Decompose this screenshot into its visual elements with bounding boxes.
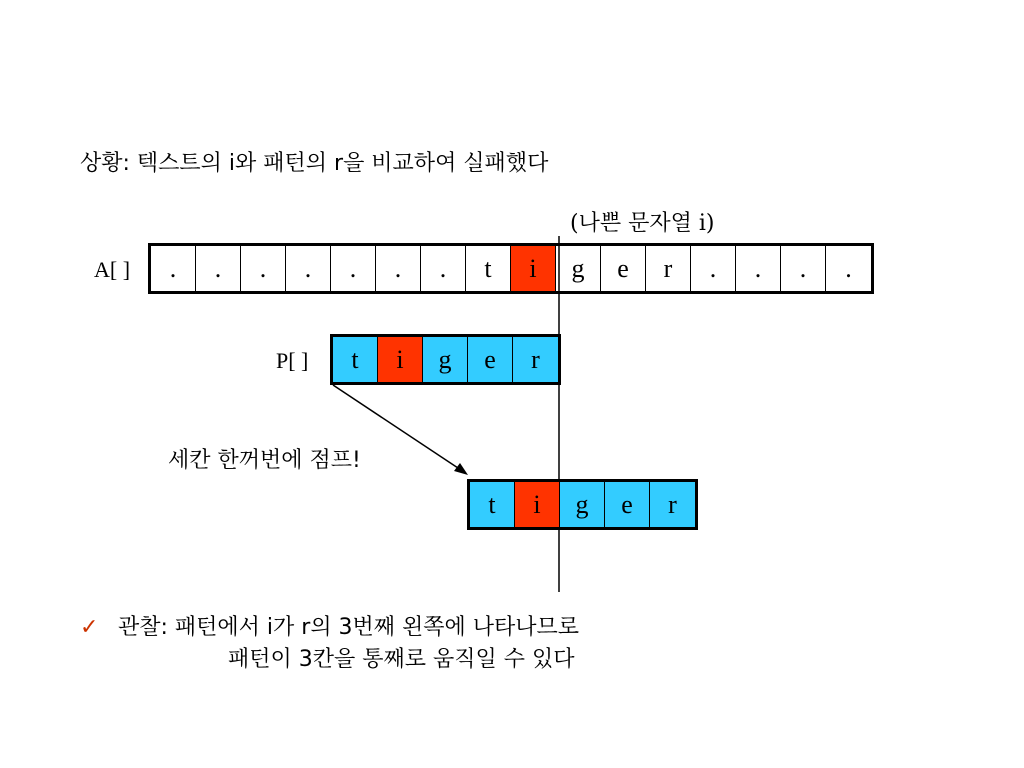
text-array-row <box>148 243 874 294</box>
observation-block <box>80 612 579 676</box>
array-cell: g <box>556 246 601 291</box>
array-cell: g <box>423 337 468 382</box>
array-cell: . <box>241 246 286 291</box>
array-cell: . <box>691 246 736 291</box>
array-cell: r <box>646 246 691 291</box>
check-icon: ✓ <box>80 615 99 640</box>
array-cell: r <box>650 482 695 527</box>
text-row-label: A[ ] <box>94 257 131 282</box>
jump-text: 세칸 한꺼번에 점프! <box>168 448 361 473</box>
bad-char-label: (나쁜 문자열 i) <box>570 211 715 236</box>
array-cell: g <box>560 482 605 527</box>
pattern-array-row <box>330 334 561 385</box>
situation-text: 상황: 텍스트의 i와 패턴의 r을 비교하여 실패했다 <box>80 151 549 176</box>
array-cell: . <box>331 246 376 291</box>
observation-line1: 관찰: 패턴에서 i가 r의 3번째 왼쪽에 나타나므로 <box>118 615 580 640</box>
array-cell: . <box>781 246 826 291</box>
array-cell: . <box>151 246 196 291</box>
array-cell: . <box>196 246 241 291</box>
array-cell: t <box>470 482 515 527</box>
observation-line2: 패턴이 3칸을 통째로 움직일 수 있다 <box>228 647 575 672</box>
jump-arrow-head <box>454 463 468 475</box>
array-cell: t <box>333 337 378 382</box>
array-cell: e <box>468 337 513 382</box>
array-cell: i <box>515 482 560 527</box>
array-cell: r <box>513 337 558 382</box>
array-cell: . <box>736 246 781 291</box>
array-cell: i <box>511 246 556 291</box>
array-cell: . <box>286 246 331 291</box>
shifted-pattern-row <box>467 479 698 530</box>
array-cell: . <box>845 253 852 283</box>
array-cell: . <box>376 246 421 291</box>
array-cell: e <box>605 482 650 527</box>
array-cell: e <box>601 246 646 291</box>
array-cell: t <box>466 246 511 291</box>
array-cell: . <box>421 246 466 291</box>
pattern-row-label: P[ ] <box>276 348 309 373</box>
array-cell: i <box>378 337 423 382</box>
